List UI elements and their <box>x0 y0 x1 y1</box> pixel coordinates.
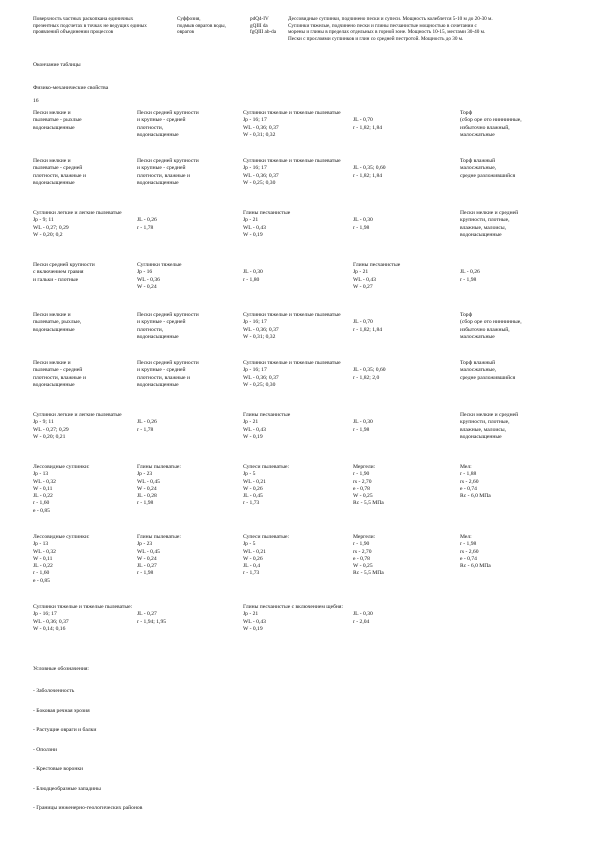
table-cell: JL - 0,30 r - 1,80 <box>243 269 263 283</box>
table-cell: Пески средней крупности и крупные - средней плотности, влажные и водонасыщенные <box>137 360 199 388</box>
header-col4: Дессовидные суглинки, подчинено пески и супеси. Мощность колеблется 5-10 м до 20-30 м. Суглинки тяжелые, подчинено пески и глины песчанистые мощностью в сочетании с морены и глины в пределах отдельных в горной зоне. Мощность 10-15, местами 30-40 м. Пески с прослоями суглинков и глин со средней пестротой. Мощность до 30 м. <box>288 16 493 42</box>
table-cell: Суглинки тяжелые и тяжелые пылеватые Jр - 16; 17 WL - 0,36; 0,37 W - 0,25; 0,30 <box>243 158 341 186</box>
legend-item: - Оползни <box>33 746 58 753</box>
table-cell: JL - 0,70 r - 1,82; 1,84 <box>353 319 383 333</box>
table-cell: Суглинки тяжелые и тяжелые пылеватые: Jр - 16; 17 WL - 0,36; 0,37 W - 0,14; 0,16 <box>33 604 133 632</box>
table-cell: Пески средней крупности и крупные - средней плотности, влажные и водонасыщенные <box>137 158 199 186</box>
table-cell: JL - 0,30 r - 2,04 <box>353 611 373 625</box>
table-cell: JL - 0,26 r - 1,78 <box>137 419 157 433</box>
table-cell: Торф (сбор оре ото ниннинные, избыточно влажный, малосжатьные <box>460 110 522 138</box>
legend-item: - Боковая речная эрозия <box>33 707 90 714</box>
table-cell: Пески мелкие и средней крупности, плотные, влажные, малоисы, водонасыщенные <box>460 412 519 440</box>
table-cell: JL - 0,35; 0,60 r - 1,82; 1,84 <box>353 165 386 179</box>
table-cell: Мергели: r - 1,90 rs - 2,70 e - 0,78 W - 0,25 Rc - 5,5 МПа <box>353 464 384 507</box>
table-cell: Пески мелкие и пылеватые, рыхлые, водонасыщенные <box>33 312 82 333</box>
legend-item: - Границы инженерно-геологических районов <box>33 805 143 811</box>
section-title: Физико-механические свойства <box>33 85 109 91</box>
table-cell: Глины песчанистые Jр - 21 WL - 0,43 W - 0,19 <box>243 210 291 238</box>
header-col2: Суффозия, подмыв оврагов воды, оврагов <box>177 16 226 36</box>
table-cell: Глины пылеватые: Jр - 23 WL - 0,45 W - 0,24 JL - 0,28 r - 1,98 <box>137 464 181 507</box>
table-cell: Пески мелкие и пылеватые - средней плотности, влажные и водонасыщенные <box>33 158 86 186</box>
table-cell: Суглинки тяжелые и тяжелые пылеватые Jр - 16; 17 WL - 0,36; 0,37 W - 0,25; 0,30 <box>243 360 341 388</box>
legend-item: - Блюдцеобразные западины <box>33 785 101 792</box>
table-cell: Суглинки тяжелые и тяжелые пылеватые Jр - 16; 17 WL - 0,36; 0,37 W - 0,31; 0,32 <box>243 312 341 340</box>
table-cell: Пески мелкие и пылеватые - рыхлые водонасыщенные <box>33 110 82 131</box>
table-cell: Суглинки легкие и легкие пылеватые Jр - 9; 11 WL - 0,27; 0,29 W - 0,20; 0,2 <box>33 210 122 238</box>
table-cell: Пески мелкие и пылеватые - средней плотности, влажные и водонасыщенные <box>33 360 86 388</box>
table-cell: Супеси пылеватые: Jр - 5 WL - 0,21 W - 0,26 JL - 0,4 r - 1,73 <box>243 534 290 577</box>
table-cell: JL - 0,26 r - 1,78 <box>137 217 157 231</box>
table-cell: Мел: r - 1,88 rs - 2,60 e - 0,74 Rc - 6,0 МПа <box>460 464 491 500</box>
table-cell: Суглинки тяжелые и тяжелые пылеватые Jр - 16; 17 WL - 0,36; 0,37 W - 0,31; 0,32 <box>243 110 341 138</box>
table-cell: JL - 0,30 r - 1,98 <box>353 217 373 231</box>
legend-item: - Заболоченность <box>33 688 75 694</box>
table-cell: Глины песчанистые с включением щебня: Jр - 21 WL - 0,43 W - 0,19 <box>243 604 344 632</box>
table-cell: Торф (сбор оре ото ниннинные, избыточно влажный, малосжатьные <box>460 312 522 340</box>
table-cell: Лессовидные суглинки: Jр - 13 WL - 0,32 W - 0,11 JL - 0,22 r - 1,60 e - 0,85 <box>33 534 90 584</box>
table-cell: JL - 0,30 r - 1,98 <box>353 419 373 433</box>
column-number: 16 <box>33 98 39 104</box>
table-cell: JL - 0,26 r - 1,98 <box>460 269 480 283</box>
table-cell: JL - 0,35; 0,60 r - 1,82; 2,0 <box>353 367 386 381</box>
table-cell: Глины пылеватые: Jр - 23 WL - 0,45 W - 0,24 JL - 0,27 r - 1,98 <box>137 534 181 577</box>
table-cell: Глины песчанистые Jр - 21 WL - 0,43 W - 0,19 <box>243 412 291 440</box>
table-cell: Пески средней крупности и крупные - средней плотности, водонасыщенные <box>137 110 199 138</box>
table-cell: Пески средней крупности и крупные - средней плотности, водонасыщенные <box>137 312 199 340</box>
table-cell: Торф влажный малосжатьные, средне разложившийся <box>460 158 516 179</box>
header-col1: Поверхность частных раскопкана единичных презентных подсчетах в точках не ведущих единых проявлений объединении процессов <box>33 16 147 36</box>
table-cell: Мергели: r - 1,90 rs - 2,70 e - 0,78 W - 0,25 Rc - 5,5 МПа <box>353 534 384 577</box>
legend-item: - Растущие овраги и балки <box>33 727 97 733</box>
table-cell: Торф влажный малосжатьные, средне разложившийся <box>460 360 516 381</box>
table-cell: JL - 0,27 r - 1,94; 1,95 <box>137 611 167 625</box>
table-cell: Мел: r - 1,98 rs - 2,60 e - 0,74 Rc - 6,0 МПа <box>460 534 491 570</box>
table-cell: JL - 0,70 r - 1,82; 1,84 <box>353 117 383 131</box>
table-cell: Пески мелкие и средней крупности, плотные, влажные, малоисы, водонасыщенные <box>460 210 519 238</box>
table-cell: Глины песчанистые Jр - 21 WL - 0,43 W - 0,27 <box>353 262 401 290</box>
header-col3: pdQ4-IV gQIII da fgQIII ab-da <box>250 16 277 36</box>
table-cell: Супеси пылеватые: Jр - 5 WL - 0,21 W - 0,26 JL - 0,45 r - 1,73 <box>243 464 290 507</box>
table-cell: Суглинки легкие и легкие пылеватые Jр - 9; 11 WL - 0,27; 0,29 W - 0,20; 0,21 <box>33 412 122 440</box>
legend-item: - Крестовые воронки <box>33 766 84 772</box>
legend-title: Условные обозначения: <box>33 666 89 672</box>
table-cell: Пески средней крупности с включением гравия и гальки - плотные <box>33 262 95 283</box>
table-cell: Лессовидные суглинки: Jр - 13 WL - 0,32 W - 0,11 JL - 0,22 r - 1,60 e - 0,85 <box>33 464 90 514</box>
continuation-title: Окончание таблицы <box>33 62 81 68</box>
table-cell: Суглинки тяжелые Jр - 16 WL - 0,36 W - 0,24 <box>137 262 182 290</box>
